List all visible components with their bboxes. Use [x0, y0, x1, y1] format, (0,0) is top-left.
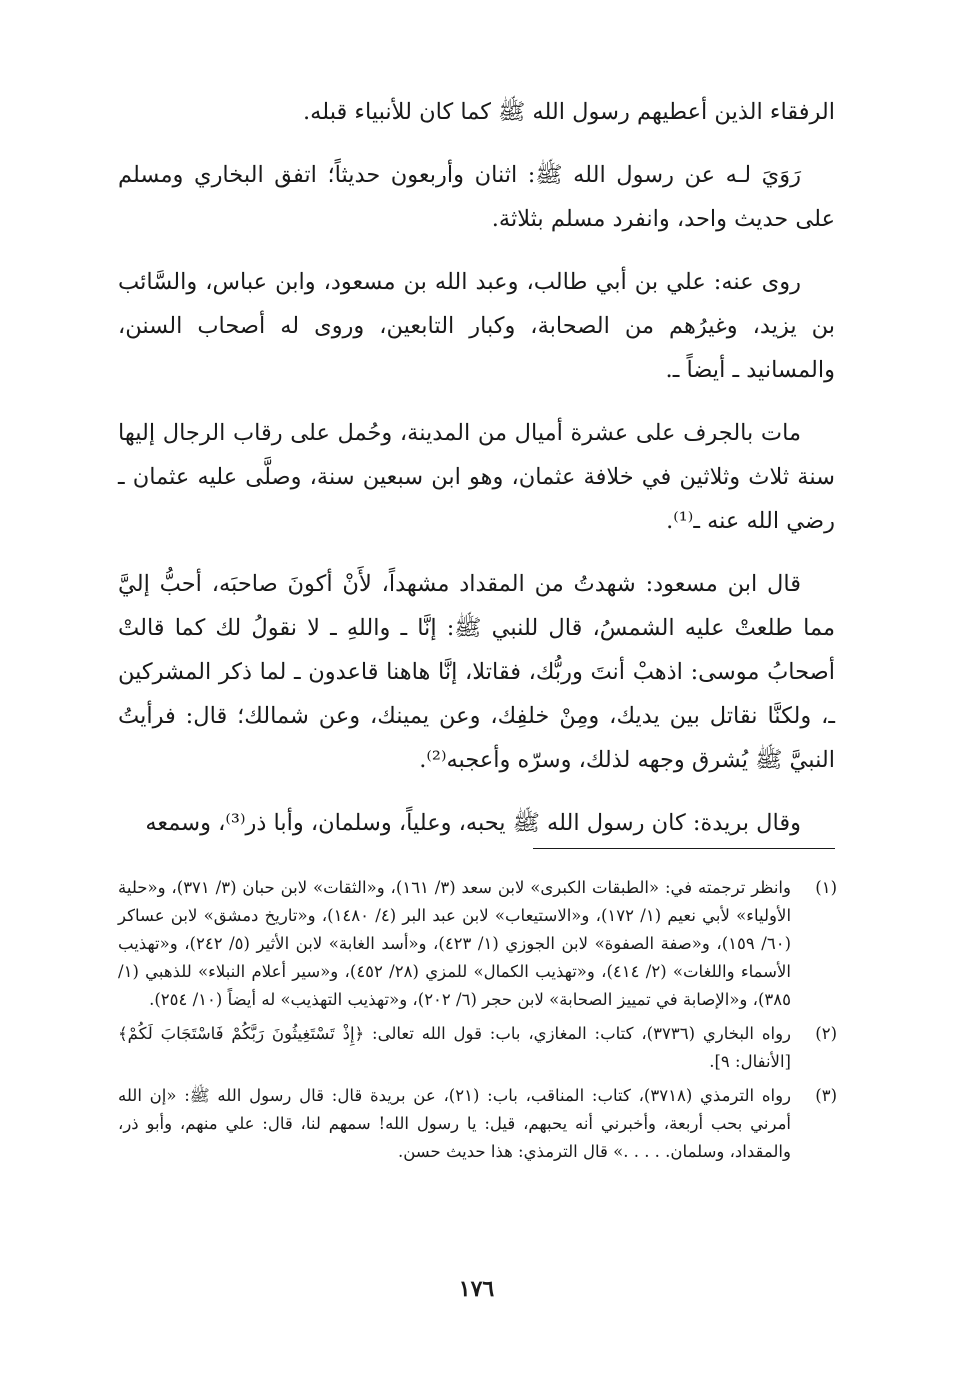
paragraph-6: وقال بريدة: كان رسول الله ﷺ يحبه، وعلياً، وسلمان، وأبا ذر⁽³⁾، وسمعه [145, 810, 801, 836]
paragraph-2: رَوَيَ لـه عن رسول الله ﷺ: اثنان وأربعون حديثاً؛ اتفق البخاري ومسلم على حديث واحد، وانفرد مسلم بثلاثة. [118, 162, 835, 232]
footnote-separator [533, 848, 835, 849]
main-text [118, 90, 835, 864]
footnote-number: (٢) [815, 1024, 837, 1043]
paragraph-4: مات بالجرف على عشرة أميال من المدينة، وحُمل على رقاب الرجال إليها سنة ثلاث وثلاثين في خلافة عثمان، وهو ابن سبعين سنة، وصلَّى عليه عثمان ـ رضي الله عنه ـ⁽¹⁾. [118, 420, 835, 534]
paragraph-5: قال ابن مسعود: شهدتُ من المقداد مشهداً، لأَنْ أكونَ صاحبَه، أحبُّ إليَّ مما طلعتْ عليه الشمسُ، قال للنبي ﷺ: إنَّا ـ واللهِ ـ لا نقولُ لك كما قالتْ أصحابُ موسى: اذهبْ أنتَ وربُّك، فقاتلا، إنَّا هاهنا قاعدون ـ لما ذكر المشركين ـ، ولكنَّا نقاتل بين يديك، ومِنْ خلفِك، وعن يمينك، وعن شمالك؛ قال: فرأيتُ النبيَّ ﷺ يُشرق وجهه لذلك، وسرّه وأعجبه⁽²⁾. [118, 571, 835, 773]
footnote-text: وانظر ترجمته في: «الطبقات الكبرى» لابن سعد (٣/ ١٦١)، و«الثقات» لابن حبان (٣/ ٣٧١)، و«حلية الأولياء» لأبي نعيم (١/ ١٧٢)، و«الاستيعاب» لابن عبد البر (٤/ ١٤٨٠)، و«تاريخ دمشق» لابن عساكر (٦٠/ ١٥٩)، و«صفة الصفوة» لابن الجوزي (١/ ٤٢٣)، و«أسد الغابة» لابن الأثير (٥/ ٢٤٢)، و«تهذيب الأسماء واللغات» (٢/ ٤١٤)، و«تهذيب الكمال» للمزي (٢٨/ ٤٥٢)، و«سير أعلام النبلاء» للذهبي (١/ ٣٨٥)، و«الإصابة في تمييز الصحابة» لابن حجر (٦/ ٢٠٢)، و«تهذيب التهذيب» له أيضاً (١٠/ ٢٥٤). [118, 878, 792, 1009]
footnote-1 [118, 874, 837, 1014]
footnote-number: (١) [815, 878, 837, 897]
footnote-text: رواه البخاري (٣٧٣٦)، كتاب: المغازي، باب: قول الله تعالى: ﴿إِذْ تَسْتَغِيثُونَ رَبَّكُمْ فَاسْتَجَابَ لَكُمْ﴾[الأنفال: ٩]. [118, 1024, 792, 1071]
paragraph-3: روى عنه: علي بن أبي طالب، وعبد الله بن مسعود، وابن عباس، والسَّائب بن يزيد، وغيرُهم من الصحابة، وكبار التابعين، وروى له أصحاب السنن، والمسانيد ـ أيضاً ـ. [118, 269, 835, 383]
footnote-text: رواه الترمذي (٣٧١٨)، كتاب: المناقب، باب: (٢١)، عن بريدة قال: قال رسول الله ﷺ: «إن الله أمرني بحب أربعة، وأخبرني أنه يحبهم، قيل: يا رسول الله! سمهم لنا، قال: علي منهم، وأبو ذر، والمقداد، وسلمان. . . . .» قال الترمذي: هذا حديث حسن. [118, 1086, 792, 1161]
footnotes [118, 874, 837, 1172]
footnote-3 [118, 1082, 837, 1166]
paragraph-1: الرفقاء الذين أعطيهم رسول الله ﷺ كما كان للأنبياء قبله. [303, 99, 835, 125]
footnote-2 [118, 1020, 837, 1076]
footnote-number: (٣) [815, 1086, 837, 1105]
page-number: ١٧٦ [458, 1276, 495, 1302]
